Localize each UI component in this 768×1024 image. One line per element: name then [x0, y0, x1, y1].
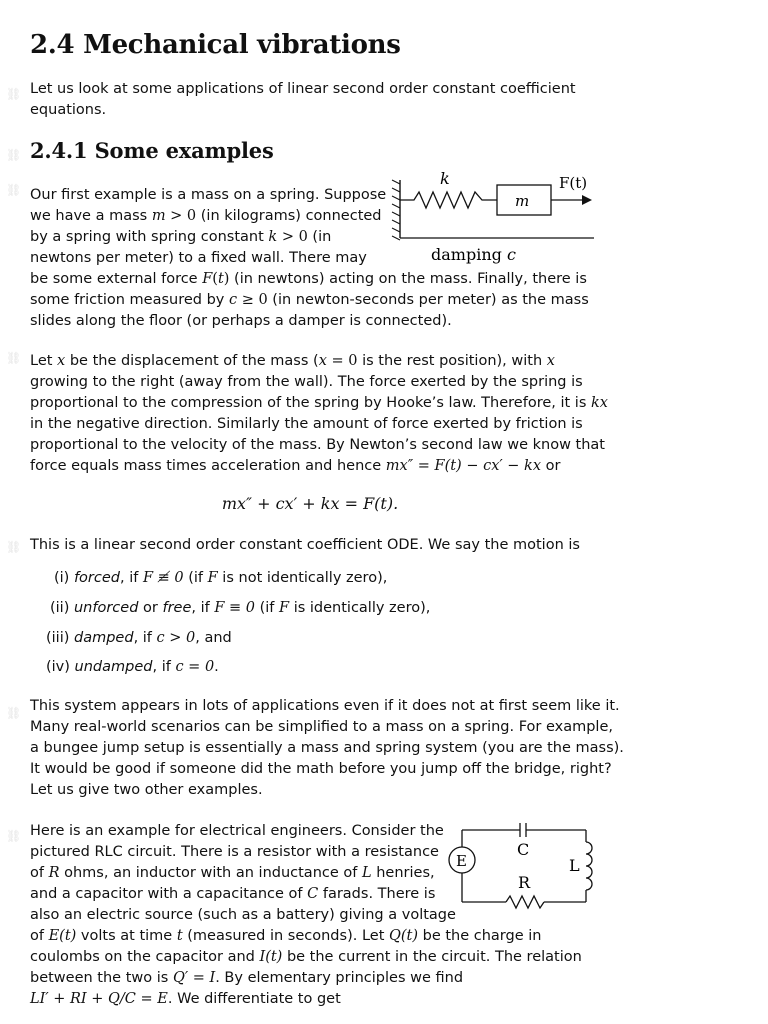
inductor-coil: [586, 842, 592, 890]
p5-line-9: LI′ + RI + Q/C = E. We differentiate to get: [30, 991, 341, 1007]
p2-line-4: in the negative direction. Similarly the amount of force exerted by friction is: [30, 416, 583, 432]
p5-line-1: Here is an example for electrical engineers. Consider the: [30, 823, 444, 839]
p5-line-4: and a capacitor with a capacitance of C farads. There is: [30, 886, 436, 902]
p1-line-6: some friction measured by c ≥ 0 (in newton-seconds per meter) as the mass: [30, 292, 589, 308]
p3-line: This is a linear second order constant coefficient ODE. We say the motion is: [30, 537, 580, 553]
resistor-label: R: [518, 873, 531, 892]
link-icon[interactable]: ⛓: [6, 183, 22, 197]
intro-line-2: equations.: [30, 102, 107, 118]
resistor-zigzag: [506, 896, 544, 908]
rlc-circuit-figure: [444, 818, 594, 914]
p5-line-6: of E(t) volts at time t (measured in seconds). Let Q(t) be the charge in: [30, 928, 542, 944]
intro-line-1: Let us look at some applications of linear second order constant coefficient: [30, 81, 576, 97]
list-item: (ii) unforced or free, if F ≡ 0 (if F is identically zero),: [50, 600, 431, 616]
p1-line-7: slides along the floor (or perhaps a damper is connected).: [30, 313, 452, 329]
p2-line-6: force equals mass times acceleration and hence mx″ = F(t) − cx′ − kx or: [30, 458, 561, 474]
p2-line-5: proportional to the velocity of the mass. By Newton’s second law we know that: [30, 437, 605, 453]
spring-mass-figure: [386, 170, 600, 264]
p1-line-2: we have a mass m > 0 (in kilograms) connected: [30, 208, 382, 224]
p5-line-3: of R ohms, an inductor with an inductance of L henries,: [30, 865, 435, 881]
inductor-label: L: [569, 856, 580, 875]
p2-line-3: proportional to the compression of the spring by Hooke’s law. Therefore, it is kx: [30, 395, 608, 411]
link-icon[interactable]: ⛓: [6, 87, 22, 101]
list-item: (iii) damped, if c > 0, and: [46, 630, 232, 646]
spring-constant-label: k: [440, 169, 450, 188]
p5-line-7: coulombs on the capacitor and I(t) be the current in the circuit. The relation: [30, 949, 582, 965]
p4-line-1: This system appears in lots of applications even if it does not at first seem like it.: [30, 698, 620, 714]
spring-coil: [400, 192, 497, 208]
p1-line-3: by a spring with spring constant k > 0 (in: [30, 229, 332, 245]
p2-line-1: Let x be the displacement of the mass (x = 0 is the rest position), with x: [30, 353, 555, 369]
link-icon[interactable]: ⛓: [6, 829, 22, 843]
p1-line-1: Our first example is a mass on a spring. Suppose: [30, 187, 387, 203]
p5-line-5: also an electric source (such as a battery) giving a voltage: [30, 907, 456, 923]
mass-label: m: [515, 192, 530, 210]
link-icon[interactable]: ⛓: [6, 706, 22, 720]
p4-line-2: Many real-world scenarios can be simplified to a mass on a spring. For example,: [30, 719, 613, 735]
p5-line-8: between the two is Q′ = I. By elementary principles we find: [30, 970, 464, 986]
section-title: 2.4 Mechanical vibrations: [30, 30, 401, 60]
subsection-title: 2.4.1 Some examples: [30, 138, 274, 163]
damping-label: damping c: [431, 245, 516, 264]
p5-line-2: pictured RLC circuit. There is a resistor with a resistance: [30, 844, 439, 860]
link-icon[interactable]: ⛓: [6, 351, 22, 365]
p1-line-5: be some external force F(t) (in newtons) acting on the mass. Finally, there is: [30, 271, 587, 287]
source-label: E: [456, 852, 467, 870]
p4-line-4: It would be good if someone did the math before you jump off the bridge, right?: [30, 761, 612, 777]
force-arrowhead: [582, 195, 592, 205]
list-item: (iv) undamped, if c = 0.: [46, 659, 219, 675]
link-icon[interactable]: ⛓: [6, 540, 22, 554]
list-item: (i) forced, if F ≢ 0 (if F is not identically zero),: [54, 570, 388, 586]
p4-line-3: a bungee jump setup is essentially a mass and spring system (you are the mass).: [30, 740, 624, 756]
p2-line-2: growing to the right (away from the wall). The force exerted by the spring is: [30, 374, 583, 390]
p1-line-4: newtons per meter) to a fixed wall. There may: [30, 250, 367, 266]
link-icon[interactable]: ⛓: [6, 148, 22, 162]
wall-hatch: [392, 180, 400, 240]
displayed-equation: mx″ + cx′ + kx = F(t).: [221, 494, 399, 513]
capacitor-label: C: [517, 840, 530, 859]
force-label: F(t): [559, 174, 588, 192]
p4-line-5: Let us give two other examples.: [30, 782, 263, 798]
